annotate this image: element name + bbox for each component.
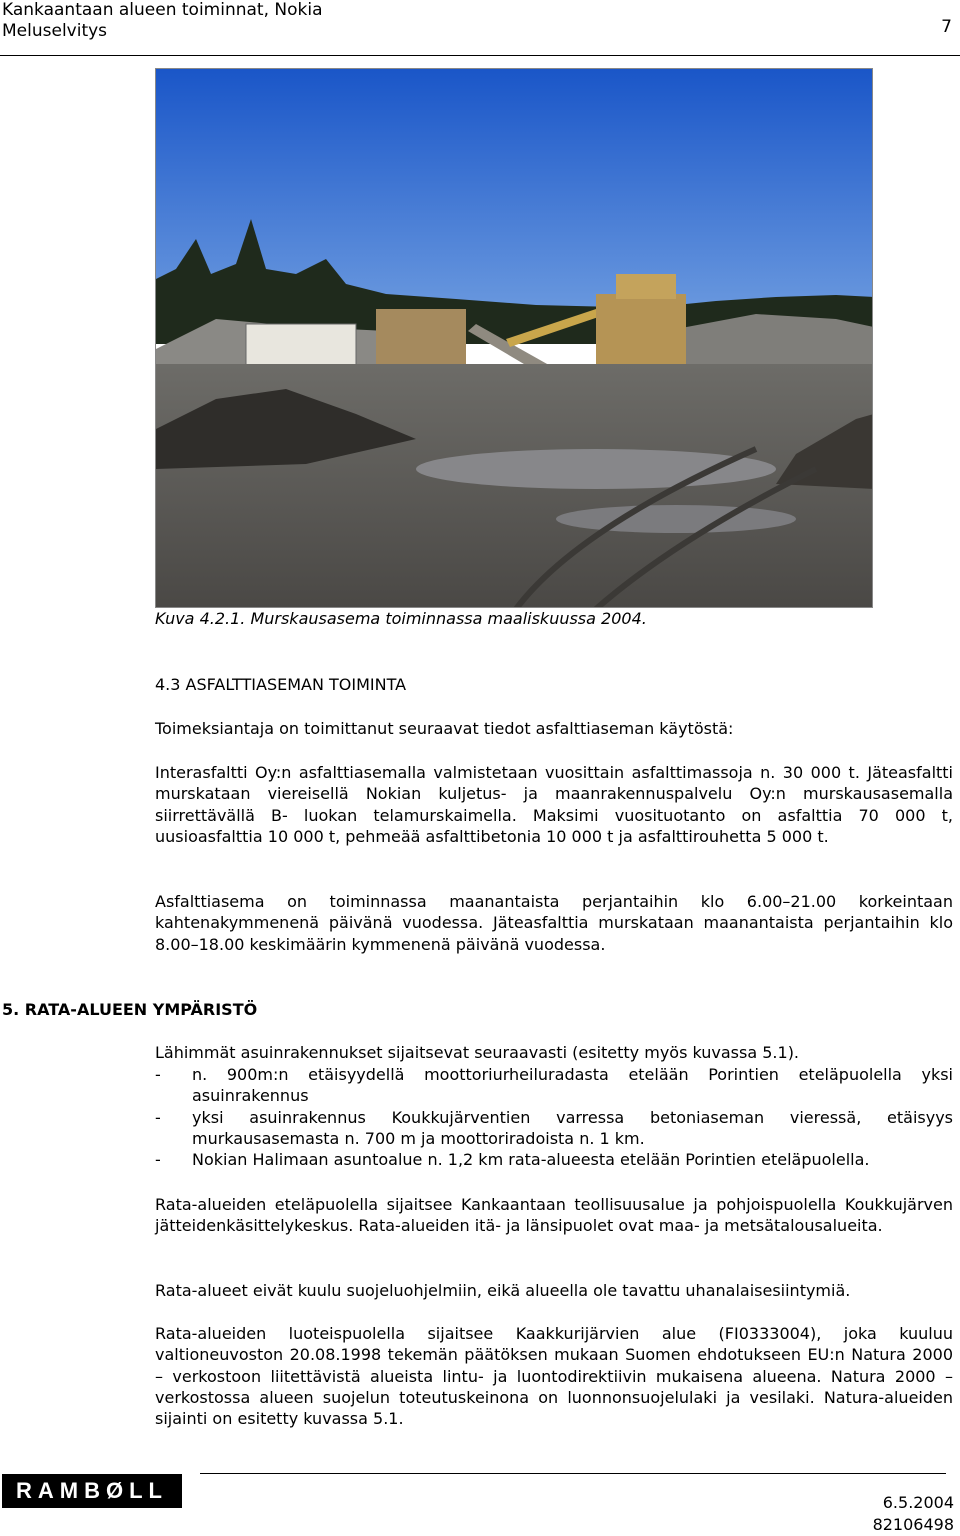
paragraph: Toimeksiantaja on toimittanut seuraavat tiedot asfalttiaseman käytöstä: — [155, 719, 734, 738]
document-date: 6.5.2004 — [882, 1493, 954, 1512]
footer-divider — [200, 1473, 946, 1474]
paragraph: Interasfaltti Oy:n asfalttiasemalla valmistetaan vuosittain asfalttimassoja n. 30 000 t. Jäteasfaltti murskataan viereisellä Nokian kuljetus- ja maanrakennuspalvelu Oy:n murskausasemalla siirrettävällä B- luokan telamurskaimella. Maksimi vuosituotanto on asfalttia 70 000 t, uusioasfalttia 10 000 t, pehmeää asfalttibetonia 10 000 t ja asfalttirouhetta 5 000 t. — [155, 763, 953, 846]
list-item: - Nokian Halimaan asuntoalue n. 1,2 km rata-alueesta etelään Porintien eteläpuolella. — [155, 1149, 953, 1170]
figure-caption: Kuva 4.2.1. Murskausasema toiminnassa maaliskuussa 2004. — [155, 609, 647, 628]
header-title: Kankaantaan alueen toiminnat, Nokia — [2, 0, 323, 20]
paragraph: Lähimmät asuinrakennukset sijaitsevat seuraavasti (esitetty myös kuvassa 5.1). — [155, 1043, 800, 1062]
list-item: - n. 900m:n etäisyydellä moottoriurheiluradasta etelään Porintien eteläpuolella yksi asuinrakennus — [155, 1064, 953, 1107]
paragraph: Asfalttiasema on toiminnassa maanantaista perjantaihin klo 6.00–21.00 korkeintaan kahtenakymmenenä päivänä vuodessa. Jäteasfalttia murskataan maanantaista perjantaihin klo 8.00–18.00 keskimäärin kymmenenä päivänä vuodessa. — [155, 892, 953, 954]
paragraph: Rata-alueiden eteläpuolella sijaitsee Kankaantaan teollisuusalue ja pohjoispuolella Koukkujärven jätteidenkäsittelykeskus. Rata-alueiden itä- ja länsipuolet ovat maa- ja metsätalousalueita. — [155, 1195, 953, 1236]
header-subtitle: Meluselvitys — [2, 21, 108, 41]
ramboll-logo: RAMBØLL — [2, 1474, 182, 1508]
running-header — [2, 0, 323, 42]
section-heading-5: 5. RATA-ALUEEN YMPÄRISTÖ — [2, 1000, 258, 1019]
residential-building-list — [155, 1064, 953, 1170]
project-number: 82106498 — [872, 1515, 954, 1534]
paragraph: Rata-alueiden luoteispuolella sijaitsee Kaakkurijärvien alue (FI0333004), joka kuuluu valtioneuvoston 20.08.1998 tekemän päätöksen mukaan Suomen ehdotukseen EU:n Natura 2000 – verkostoon liitettävistä alueista lintu- ja luontodirektiivin mukaisena alueena. Natura 2000 – verkostossa alueen suojelun toteutuskeinona on luonnonsuojelulaki ja vesilaki. Natura-alueiden sijainti on esitetty kuvassa 5.1. — [155, 1324, 953, 1429]
section-heading-4-3: 4.3 ASFALTTIASEMAN TOIMINTA — [155, 675, 407, 694]
page-number: 7 — [941, 17, 952, 37]
crushing-station-photo — [155, 68, 873, 608]
list-item: - yksi asuinrakennus Koukkujärventien varressa betoniaseman vieressä, etäisyys murkausasemasta n. 700 m ja moottoriradoista n. 1 km. — [155, 1107, 953, 1150]
footer-info — [873, 1492, 954, 1536]
paragraph: Rata-alueet eivät kuulu suojeluohjelmiin, eikä alueella ole tavattu uhanalaisesiintymiä. — [155, 1281, 851, 1300]
header-divider — [0, 55, 960, 56]
